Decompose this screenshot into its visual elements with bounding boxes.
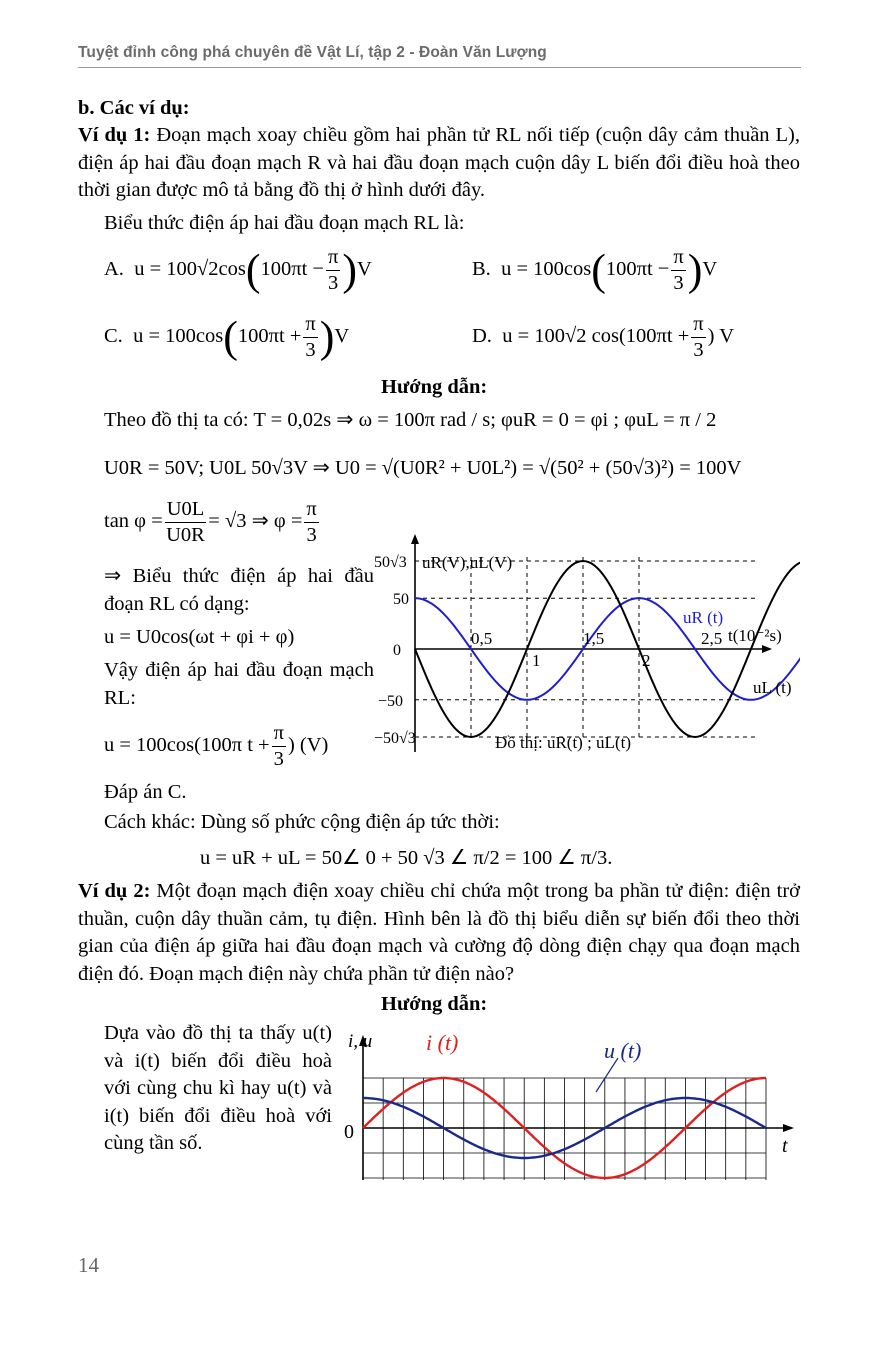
chart1-xtick: 2 bbox=[642, 651, 651, 670]
chart1-xtick: 2,5 bbox=[701, 629, 723, 648]
option-a: A. u = 100√2cos(100πt − $\frac{\pi}{3}$ )V bbox=[104, 245, 372, 295]
ex1-text: Đoạn mạch xoay chiều gồm hai phần tử RL nối tiếp (cuộn dây cảm thuần L), điện áp hai đầu đoạn mạch R và hai đầu đoạn mạch cuộn dây L biến đổi điều hoà theo thời gian được mô tả bằng đồ thị ở hình dưới đây. bbox=[78, 124, 800, 201]
option-d: D. u = 100√2 cos(100πt + $\frac{\pi}{3}$ ) V bbox=[472, 313, 735, 361]
final-expression: u = 100cos(100π t + $\frac{\pi}{3}$ ) (V) bbox=[104, 722, 329, 770]
page-header: Tuyệt đỉnh công phá chuyên đề Vật Lí, tập 2 - Đoàn Văn Lượng bbox=[78, 44, 547, 61]
ex1-question: Biểu thức điện áp hai đầu đoạn mạch RL là: bbox=[104, 212, 465, 234]
chart1-title: Đồ thị: uR(t) ; uL(t) bbox=[495, 733, 631, 752]
chart2-x-arrow bbox=[783, 1124, 794, 1132]
chart2-xlabel: t bbox=[782, 1135, 788, 1157]
line-period: Theo đồ thị ta có: T = 0,02s ⇒ ω = 100π rad / s; φuR = 0 = φi ; φuL = π / 2 bbox=[104, 409, 717, 431]
chart2-ylabel: i, u bbox=[348, 1031, 373, 1052]
chart1-ytick: −50√3 bbox=[374, 730, 416, 747]
header-rule bbox=[78, 67, 801, 68]
section-title: b. Các ví dụ: bbox=[78, 97, 190, 119]
chart1-xtick: 0,5 bbox=[471, 629, 493, 648]
alt-method: Cách khác: Dùng số phức cộng điện áp tức thời: bbox=[104, 811, 500, 833]
guide-title-2: Hướng dẫn: bbox=[381, 993, 488, 1015]
option-b: B. u = 100cos(100πt − $\frac{\pi}{3}$ )V bbox=[472, 245, 718, 295]
answer: Đáp án C. bbox=[104, 781, 187, 803]
ex2-paragraph bbox=[78, 878, 800, 988]
line-amplitude: U0R = 50V; U0L 50√3V ⇒ U0 = √(U0R² + U0L²) = √(50² + (50√3)²) = 100V bbox=[104, 457, 742, 479]
complex-method: u = uR + uL = 50∠ 0 + 50 √3 ∠ π/2 = 100 ∠ π/3. bbox=[200, 847, 613, 869]
ex1-paragraph bbox=[78, 122, 800, 205]
chart2-legend-u: u (t) bbox=[604, 1038, 642, 1063]
u-label-pointer bbox=[596, 1058, 618, 1092]
chart1-xlabel: t(10⁻²s) bbox=[728, 626, 782, 645]
form-intro: ⇒ Biểu thức điện áp hai đầu đoạn RL có dạng: bbox=[104, 565, 374, 615]
form-general: u = U0cos(ωt + φi + φ) bbox=[104, 626, 295, 648]
chart1-legend-ur: uR (t) bbox=[683, 608, 724, 627]
conclusion: Vậy điện áp hai đầu đoạn mạch RL: bbox=[104, 659, 374, 709]
chart-ur-ul bbox=[360, 530, 800, 760]
line-tan: tan φ = $\frac{U0L}{U0R}$ = √3 ⇒ φ = $\frac{\pi}{3}$ bbox=[104, 498, 317, 546]
chart1-ytick: 50√3 bbox=[374, 554, 407, 571]
chart1-legend-ul: uL (t) bbox=[753, 678, 792, 697]
page-number: 14 bbox=[78, 1253, 99, 1277]
chart1-ytick: 0 bbox=[393, 642, 401, 659]
ex1-label: Ví dụ 1: bbox=[78, 124, 151, 146]
chart1-xtick: 1,5 bbox=[583, 629, 605, 648]
chart1-ytick: −50 bbox=[378, 692, 404, 710]
chart1-ytick: 50 bbox=[393, 591, 409, 609]
guide-title-1: Hướng dẫn: bbox=[381, 376, 488, 398]
ex2-label: Ví dụ 2: bbox=[78, 880, 151, 902]
chart1-ylabel: uR(V),uL(V) bbox=[422, 553, 513, 572]
chart2-origin: 0 bbox=[344, 1121, 354, 1143]
chart1-y-arrow bbox=[411, 534, 419, 544]
option-c: C. u = 100cos(100πt + $\frac{\pi}{3}$ )V bbox=[104, 312, 350, 362]
ex2-text: Một đoạn mạch điện xoay chiều chỉ chứa một trong ba phần tử điện: điện trở thuần, cuộn dây thuần cảm, tụ điện. Hình bên là đồ thị biểu diễn sự biến đổi theo thời gian của điện áp giữa hai đầu đoạn mạch và cường độ dòng điện chạy qua đoạn mạch điện đó. Đoạn mạch điện này chứa phần tử điện nào? bbox=[78, 880, 800, 985]
chart1-xtick: 1 bbox=[532, 651, 541, 670]
chart-i-u bbox=[338, 1025, 798, 1185]
ex2-guide-text: Dựa vào đồ thị ta thấy u(t) và i(t) biến đổi điều hoà với cùng chu kì hay u(t) và i(t) biến đổi điều hoà với cùng tần số. bbox=[104, 1022, 332, 1154]
chart2-legend-i: i (t) bbox=[426, 1030, 459, 1055]
chart1-x-arrow bbox=[762, 645, 772, 653]
